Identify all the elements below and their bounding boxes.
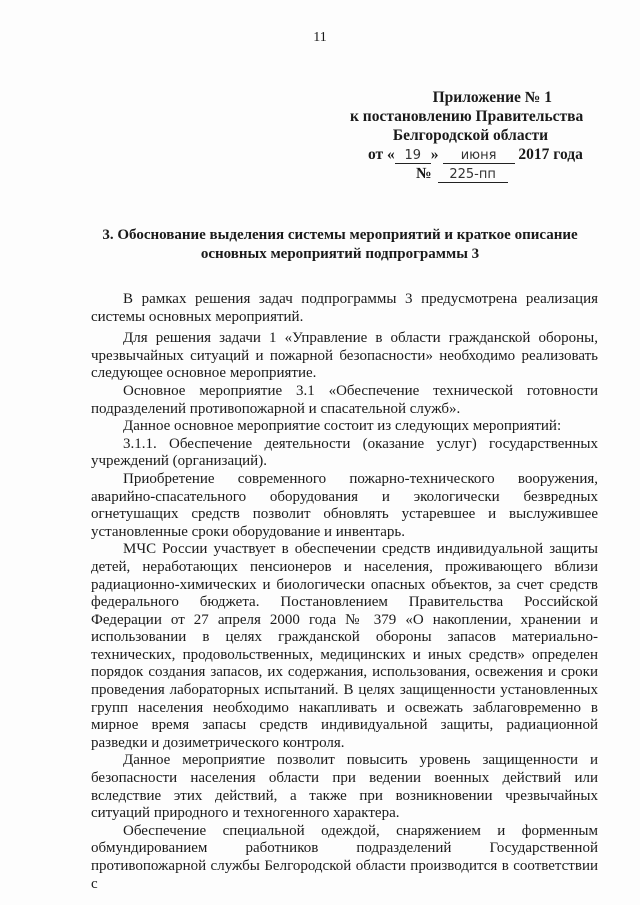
paragraph: В рамках решения задач подпрограммы 3 предусмотрена реализация системы основных мероприятий.: [91, 291, 598, 325]
date-day-handwritten: 19: [395, 148, 431, 164]
number-handwritten: 225-пп: [438, 167, 508, 183]
appendix-resolution: к постановлению Правительства: [350, 108, 584, 125]
appendix-title: Приложение № 1: [432, 89, 552, 106]
appendix-number: [350, 164, 610, 183]
paragraph: Данное основное мероприятие состоит из следующих мероприятий:: [123, 418, 562, 435]
appendix-header: [350, 88, 610, 183]
paragraph: Приобретение современного пожарно-технического вооружения, аварийно-спасательного оборудования и экологически безвредных огнетушащих средств позволит обновлять устаревшее и выслужившее установленные сроки оборудование и инвентарь.: [91, 470, 598, 540]
paragraph: МЧС России участвует в обеспечении средств индивидуальной защиты детей, неработающих пенсионеров и населения, проживающего вблизи радиационно-химических и биологически опасных объектов, за счет средств федерального бюджета. Постановлением Правительства Российской Федерации от 27 апреля 2000 года № 379 «О накоплении, хранении и использовании в целях гражданской обороны запасов материально-технических, продовольственных, медицинских и иных средств» определен порядок создания запасов, их содержания, использования, освежения и сроки проведения лабораторных испытаний. В целях защищенности установленных групп населения необходимо накапливать и освежать заблаговременно в мирное время запасы средств индивидуальной защиты, радиационной разведки и дозиметрического контроля.: [91, 541, 598, 751]
paragraph: Для решения задачи 1 «Управление в области гражданской обороны, чрезвычайных ситуаций и пожарной безопасности» необходимо реализовать следующее основное мероприятие.: [91, 330, 598, 382]
number-sign: №: [416, 165, 432, 182]
paragraph: Основное мероприятие 3.1 «Обеспечение технической готовности подразделений противопожарной и спасательной служб».: [91, 382, 598, 417]
appendix-date: [350, 145, 610, 164]
date-year: 2017 года: [518, 146, 583, 163]
date-mid: »: [430, 146, 439, 163]
date-month-handwritten: июня: [443, 148, 515, 164]
section-title: 3. Обоснование выделения системы мероприятий и краткое описание основных мероприятий подпрограммы 3: [102, 227, 578, 262]
page-number: 11: [313, 30, 327, 45]
date-prefix: от «: [368, 146, 395, 163]
document-body: [91, 291, 598, 893]
paragraph: Обеспечение специальной одеждой, снаряжением и форменным обмундированием работников подразделений Государственной противопожарной службы Белгородской области производится в соответствии с: [91, 822, 598, 892]
paragraph: 3.1.1. Обеспечение деятельности (оказание услуг) государственных учреждений (организаций).: [91, 435, 598, 470]
paragraph: Данное мероприятие позволит повысить уровень защищенности и безопасности населения области при ведении военных действий или вследствие этих действий, а также при возникновении чрезвычайных ситуаций природного и техногенного характера.: [91, 752, 598, 822]
appendix-region: Белгородской области: [392, 127, 548, 144]
